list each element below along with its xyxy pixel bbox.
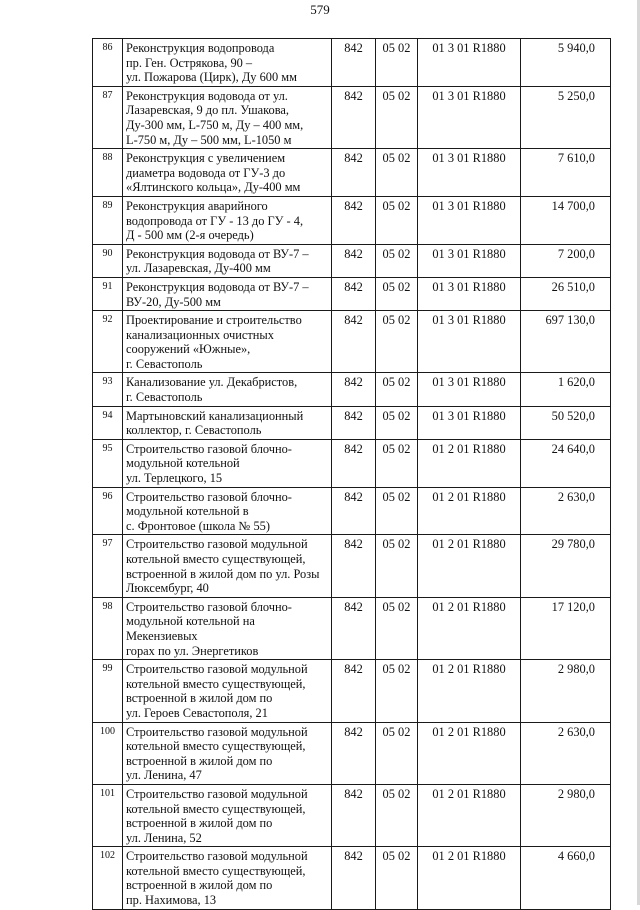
description-cell: Строительство газовой блочно- модульной котельной ул. Терлецкого, 15	[123, 439, 332, 487]
table-row	[93, 784, 611, 846]
amount-cell: 1 620,0	[521, 373, 611, 406]
target-article-cell: 01 2 01 R1880	[418, 722, 521, 784]
table-row	[93, 722, 611, 784]
department-code-cell: 842	[332, 196, 376, 244]
row-number-cell: 91	[93, 277, 123, 310]
description-cell: Реконструкция водопровода пр. Ген. Острякова, 90 – ул. Пожарова (Цирк), Ду 600 мм	[123, 39, 332, 87]
row-number-cell: 102	[93, 847, 123, 909]
row-number-cell: 90	[93, 244, 123, 277]
table-row	[93, 277, 611, 310]
department-code-cell: 842	[332, 244, 376, 277]
description-cell: Строительство газовой модульной котельной вместо существующей, встроенной в жилой дом по ул. Розы Люксембург, 40	[123, 535, 332, 597]
row-number-cell: 87	[93, 86, 123, 148]
amount-cell: 17 120,0	[521, 597, 611, 659]
amount-cell: 5 250,0	[521, 86, 611, 148]
description-cell: Мартыновский канализационный коллектор, г. Севастополь	[123, 406, 332, 439]
amount-cell: 2 980,0	[521, 660, 611, 722]
description-cell: Строительство газовой модульной котельной вместо существующей, встроенной в жилой дом по ул. Ленина, 47	[123, 722, 332, 784]
amount-cell: 4 660,0	[521, 847, 611, 909]
section-code-cell: 05 02	[376, 39, 418, 87]
page-number: 579	[310, 2, 330, 17]
target-article-cell: 01 2 01 R1880	[418, 535, 521, 597]
table-row	[93, 406, 611, 439]
table-row	[93, 487, 611, 535]
section-code-cell: 05 02	[376, 244, 418, 277]
target-article-cell: 01 2 01 R1880	[418, 660, 521, 722]
row-number-cell: 101	[93, 784, 123, 846]
department-code-cell: 842	[332, 847, 376, 909]
row-number-cell: 95	[93, 439, 123, 487]
row-number-cell: 94	[93, 406, 123, 439]
department-code-cell: 842	[332, 406, 376, 439]
amount-cell: 24 640,0	[521, 439, 611, 487]
description-cell: Строительство газовой модульной котельной вместо существующей, встроенной в жилой дом по ул. Героев Севастополя, 21	[123, 660, 332, 722]
section-code-cell: 05 02	[376, 439, 418, 487]
target-article-cell: 01 3 01 R1880	[418, 373, 521, 406]
target-article-cell: 01 2 01 R1880	[418, 487, 521, 535]
section-code-cell: 05 02	[376, 535, 418, 597]
section-code-cell: 05 02	[376, 406, 418, 439]
amount-cell: 29 780,0	[521, 535, 611, 597]
department-code-cell: 842	[332, 39, 376, 87]
table-row	[93, 535, 611, 597]
table-row	[93, 373, 611, 406]
table-row	[93, 244, 611, 277]
budget-table	[92, 38, 611, 910]
row-number-cell: 98	[93, 597, 123, 659]
table-row	[93, 660, 611, 722]
section-code-cell: 05 02	[376, 722, 418, 784]
table-row	[93, 439, 611, 487]
department-code-cell: 842	[332, 277, 376, 310]
department-code-cell: 842	[332, 535, 376, 597]
row-number-cell: 86	[93, 39, 123, 87]
description-cell: Строительство газовой блочно- модульной котельной в с. Фронтовое (школа № 55)	[123, 487, 332, 535]
amount-cell: 697 130,0	[521, 311, 611, 373]
table-body	[93, 39, 611, 910]
table-row	[93, 311, 611, 373]
table-row	[93, 196, 611, 244]
section-code-cell: 05 02	[376, 597, 418, 659]
section-code-cell: 05 02	[376, 373, 418, 406]
row-number-cell: 100	[93, 722, 123, 784]
section-code-cell: 05 02	[376, 311, 418, 373]
amount-cell: 26 510,0	[521, 277, 611, 310]
amount-cell: 2 630,0	[521, 487, 611, 535]
department-code-cell: 842	[332, 373, 376, 406]
target-article-cell: 01 2 01 R1880	[418, 847, 521, 909]
section-code-cell: 05 02	[376, 660, 418, 722]
table-row	[93, 39, 611, 87]
target-article-cell: 01 2 01 R1880	[418, 439, 521, 487]
department-code-cell: 842	[332, 487, 376, 535]
amount-cell: 14 700,0	[521, 196, 611, 244]
amount-cell: 7 610,0	[521, 149, 611, 197]
department-code-cell: 842	[332, 722, 376, 784]
amount-cell: 7 200,0	[521, 244, 611, 277]
section-code-cell: 05 02	[376, 196, 418, 244]
row-number-cell: 93	[93, 373, 123, 406]
description-cell: Строительство газовой блочно- модульной котельной на Мекензиевых горах по ул. Энергетиков	[123, 597, 332, 659]
department-code-cell: 842	[332, 149, 376, 197]
row-number-cell: 96	[93, 487, 123, 535]
department-code-cell: 842	[332, 784, 376, 846]
description-cell: Реконструкция водовода от ВУ-7 – ВУ-20, Ду-500 мм	[123, 277, 332, 310]
section-code-cell: 05 02	[376, 487, 418, 535]
department-code-cell: 842	[332, 597, 376, 659]
description-cell: Реконструкция с увеличением диаметра водовода от ГУ-3 до «Ялтинского кольца», Ду-400 мм	[123, 149, 332, 197]
description-cell: Реконструкция аварийного водопровода от ГУ - 13 до ГУ - 4, Д - 500 мм (2-я очередь)	[123, 196, 332, 244]
target-article-cell: 01 3 01 R1880	[418, 406, 521, 439]
target-article-cell: 01 2 01 R1880	[418, 597, 521, 659]
row-number-cell: 97	[93, 535, 123, 597]
amount-cell: 5 940,0	[521, 39, 611, 87]
table-row	[93, 149, 611, 197]
row-number-cell: 89	[93, 196, 123, 244]
description-cell: Проектирование и строительство канализационных очистных сооружений «Южные», г. Севастополь	[123, 311, 332, 373]
table-row	[93, 847, 611, 909]
amount-cell: 2 980,0	[521, 784, 611, 846]
department-code-cell: 842	[332, 86, 376, 148]
description-cell: Реконструкция водовода от ВУ-7 – ул. Лазаревская, Ду-400 мм	[123, 244, 332, 277]
target-article-cell: 01 3 01 R1880	[418, 196, 521, 244]
target-article-cell: 01 3 01 R1880	[418, 244, 521, 277]
target-article-cell: 01 2 01 R1880	[418, 784, 521, 846]
target-article-cell: 01 3 01 R1880	[418, 149, 521, 197]
table-row	[93, 597, 611, 659]
row-number-cell: 88	[93, 149, 123, 197]
target-article-cell: 01 3 01 R1880	[418, 86, 521, 148]
department-code-cell: 842	[332, 660, 376, 722]
amount-cell: 2 630,0	[521, 722, 611, 784]
amount-cell: 50 520,0	[521, 406, 611, 439]
section-code-cell: 05 02	[376, 784, 418, 846]
section-code-cell: 05 02	[376, 847, 418, 909]
row-number-cell: 92	[93, 311, 123, 373]
department-code-cell: 842	[332, 439, 376, 487]
target-article-cell: 01 3 01 R1880	[418, 311, 521, 373]
section-code-cell: 05 02	[376, 86, 418, 148]
description-cell: Строительство газовой модульной котельной вместо существующей, встроенной в жилой дом по пр. Нахимова, 13	[123, 847, 332, 909]
target-article-cell: 01 3 01 R1880	[418, 277, 521, 310]
section-code-cell: 05 02	[376, 277, 418, 310]
description-cell: Канализование ул. Декабристов, г. Севастополь	[123, 373, 332, 406]
target-article-cell: 01 3 01 R1880	[418, 39, 521, 87]
department-code-cell: 842	[332, 311, 376, 373]
table-row	[93, 86, 611, 148]
section-code-cell: 05 02	[376, 149, 418, 197]
row-number-cell: 99	[93, 660, 123, 722]
description-cell: Строительство газовой модульной котельной вместо существующей, встроенной в жилой дом по ул. Ленина, 52	[123, 784, 332, 846]
description-cell: Реконструкция водовода от ул. Лазаревская, 9 до пл. Ушакова, Ду-300 мм, L-750 м, Ду – 400 мм, L-750 м, Ду – 500 мм, L-1050 м	[123, 86, 332, 148]
